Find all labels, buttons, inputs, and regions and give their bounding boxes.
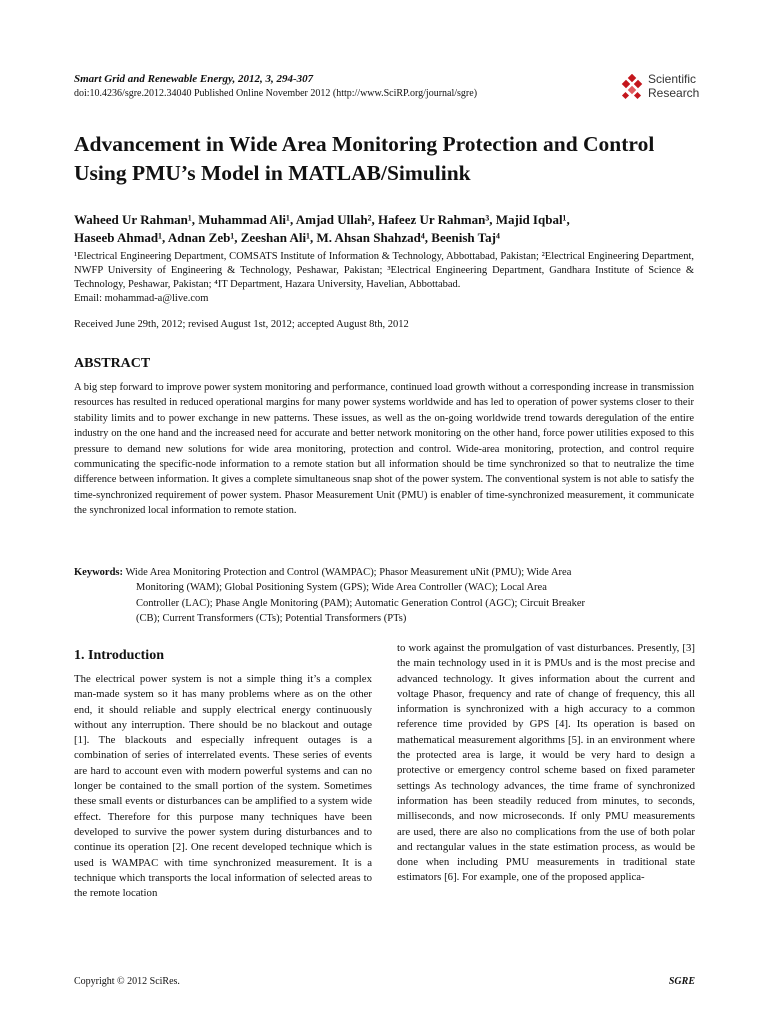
affiliations: ¹Electrical Engineering Department, COMSATS Institute of Information & Technology, Abbottabad, Pakistan; ²Electrical Engineering Department, NWFP University of Engineering & Technology, Peshawar, Pakistan; ³Electrical Engineering Department, Gandhara Institute of Science & Technology, Peshawar, Pakistan; ⁴IT Department, Hazara University, Havelian, Abbottabad. bbox=[74, 251, 694, 290]
section-heading-introduction: 1. Introduction bbox=[74, 648, 164, 663]
journal-citation: Smart Grid and Renewable Energy, 2012, 3, 294-307 bbox=[74, 73, 314, 85]
abstract-heading: ABSTRACT bbox=[74, 356, 151, 371]
logo-text-line2: Research bbox=[648, 86, 700, 100]
footer-journal-abbr: SGRE bbox=[668, 976, 695, 987]
intro-column-left: The electrical power system is not a simple thing it’s a complex man-made system so it has many problems where as on the other end, it should reliable and supply electrical energy continuously without any interruption. There should be no blackout and outage [1]. The blackouts and especially infrequent outages is a combination of series of interrelated events. These series of events are hard to account even with modern powerful systems and can no longer be contained to the small portion of the system. Sometimes these small events or disturbances can be amplified to a system wide effect. Therefore for this purpose many techniques have been developed to survive the power system during disturbances and to continue its operation [2]. One recent developed technique which is used is WAMPAC with time synchronized measurement. It is a technique which transports the local information of selected areas to the remote location bbox=[74, 673, 372, 900]
keywords-line-1: Wide Area Monitoring Protection and Control (WAMPAC); Phasor Measurement uNit (PMU); Wide Area bbox=[125, 567, 572, 578]
paper-title: Advancement in Wide Area Monitoring Protection and Control Using PMU’s Model in MATLAB/Simulink bbox=[74, 132, 655, 185]
scirp-logo-icon bbox=[620, 74, 644, 102]
authors-line-1: Waheed Ur Rahman¹, Muhammad Ali¹, Amjad Ullah², Hafeez Ur Rahman³, Majid Iqbal¹, bbox=[74, 212, 570, 227]
intro-column-right: to work against the promulgation of vast disturbances. Presently, [3] the main technology used in it is PMUs and is the most precise and advanced technology. It gives information about the current and voltage Phasor, frequency and rate of change of frequency, this all information is synchronized with a high accuracy to a common reference time provided by GPS [4]. Its operation is based on mathematical measurement algorithms [5]. in an environment where the protected area is large, it would be very hard to design a protective or emergency control scheme based on fixed parameter settings As technology advances, the time frame of synchronized information has been steadily reduced from minutes, to seconds, milliseconds, and now microseconds. If only PMU measurements are used, there are also no complications from the use of both polar and rectangular values in the state estimation process, as would be done when including PMU measurements in traditional state estimators [6]. For example, one of the proposed applica- bbox=[397, 642, 695, 884]
author-list bbox=[74, 211, 694, 247]
keywords-line-2: Monitoring (WAM); Global Positioning System (GPS); Wide Area Controller (WAC); Local Area bbox=[136, 582, 547, 594]
footer-copyright: Copyright © 2012 SciRes. bbox=[74, 976, 180, 987]
keywords-label: Keywords: bbox=[74, 567, 123, 578]
email: Email: mohammad-a@live.com bbox=[74, 293, 209, 304]
authors-line-2: Haseeb Ahmad¹, Adnan Zeb¹, Zeeshan Ali¹, M. Ahsan Shahzad⁴, Beenish Taj⁴ bbox=[74, 230, 500, 245]
logo-text-line1: Scientific bbox=[648, 72, 697, 86]
keywords-block bbox=[74, 565, 694, 627]
abstract-text: A big step forward to improve power system monitoring and performance, continued load growth without a corresponding increase in transmission resources has resulted in reduced operational margins for many power systems worldwide and has led to operation of power systems closer to their stability limits and to power exchange in new patterns. These issues, as well as the on-going worldwide trend towards deregulation of the entire industry on the one hand and the increased need for accurate and better network monitoring on the other hand, force power utilities exposed to this pressure to demand new solutions for wide area monitoring, protection and control. Wide-area monitoring, protection, and control require communicating the specific-node information to a remote station but all information should be time synchronized so that to neutralize the time difference between information. It gives a complete simultaneous snap shot of the power system. The conventional system is not able to satisfy the time-synchronized requirement of power system. Phasor Measurement Unit (PMU) is enabler of time-synchronized measurement, it communicate the synchronized local information to remote station. bbox=[74, 382, 694, 517]
affiliations-block bbox=[74, 250, 694, 306]
received-dates: Received June 29th, 2012; revised August 1st, 2012; accepted August 8th, 2012 bbox=[74, 319, 409, 330]
keywords-line-4: (CB); Current Transformers (CTs); Potential Transformers (PTs) bbox=[136, 613, 407, 625]
keywords-line-3: Controller (LAC); Phase Angle Monitoring (PAM); Automatic Generation Control (AGC); Circuit Breaker bbox=[136, 597, 586, 609]
publisher-logo bbox=[620, 72, 702, 104]
doi-line: doi:10.4236/sgre.2012.34040 Published Online November 2012 (http://www.SciRP.org/journal/sgre) bbox=[74, 88, 478, 99]
